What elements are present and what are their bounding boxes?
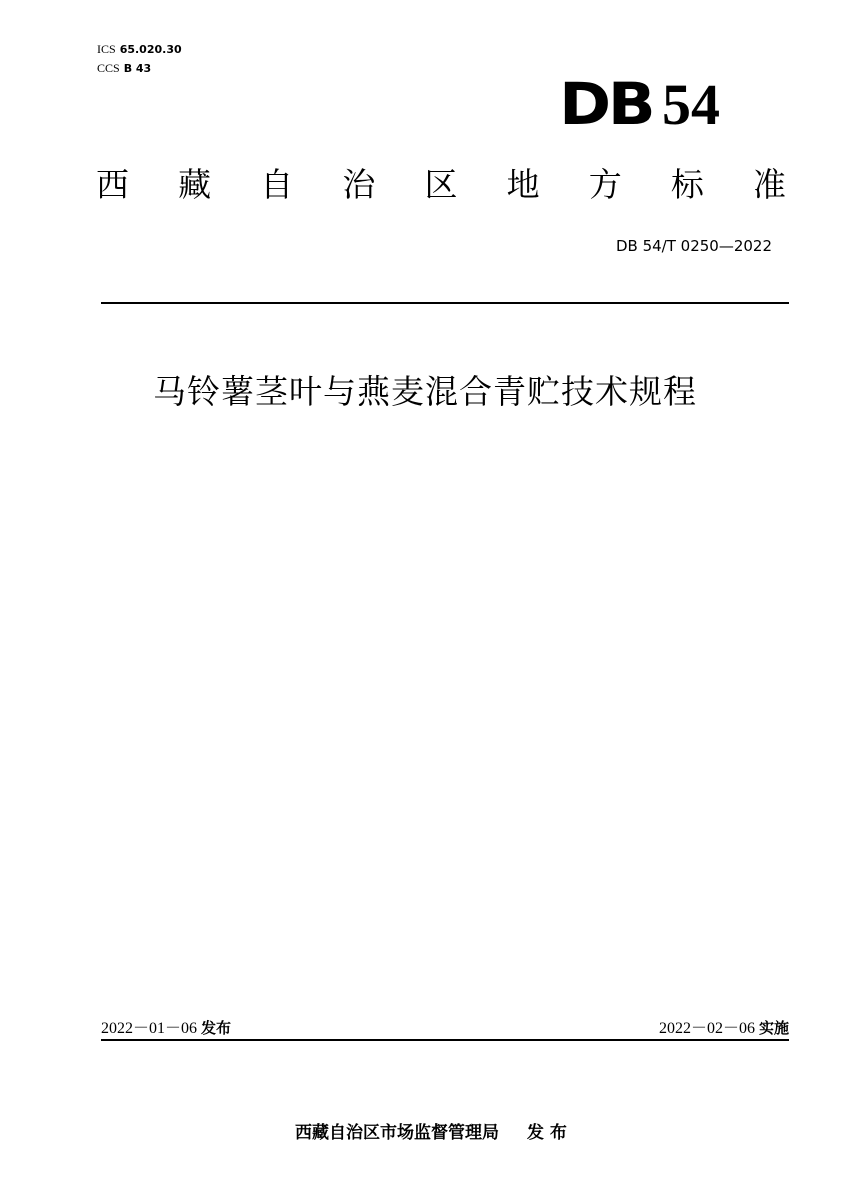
standard-type-char: 准 [753, 165, 786, 204]
top-divider [101, 302, 789, 304]
db-logo [558, 70, 720, 138]
publisher-line [0, 1100, 850, 1144]
release-date [101, 1018, 231, 1039]
release-date-value: 2022－01－06 [101, 1020, 198, 1037]
implement-date [659, 1018, 789, 1039]
standard-type-char: 方 [588, 165, 622, 204]
db-logo-letters: DB [558, 70, 652, 138]
ccs-line [97, 61, 151, 76]
ccs-code: B 43 [123, 62, 152, 75]
publisher-name: 西藏自治区市场监督管理局 [294, 1123, 499, 1143]
standard-type-char: 治 [342, 165, 376, 204]
standard-type-char: 自 [260, 165, 294, 204]
implement-date-value: 2022－02－06 [658, 1020, 755, 1037]
document-title: 马铃薯茎叶与燕麦混合青贮技术规程 [153, 372, 697, 411]
standard-code: DB 54/T 0250—2022 [615, 237, 772, 255]
bottom-divider [101, 1039, 789, 1041]
ccs-label: CCS [97, 61, 120, 75]
db-logo-number: 54 [662, 72, 720, 137]
implement-date-label: 实施 [758, 1019, 789, 1037]
standard-type-char: 地 [506, 165, 540, 204]
standard-type-char: 藏 [178, 165, 212, 204]
ics-code: 65.020.30 [119, 43, 182, 56]
standard-type-heading [96, 163, 786, 207]
publisher-action: 发 布 [526, 1123, 567, 1143]
standard-type-char: 西 [96, 165, 129, 204]
ics-label: ICS [97, 42, 116, 56]
ics-line [97, 42, 182, 57]
release-date-label: 发布 [201, 1019, 232, 1037]
standard-type-char: 标 [670, 165, 704, 204]
standard-type-char: 区 [424, 165, 458, 204]
